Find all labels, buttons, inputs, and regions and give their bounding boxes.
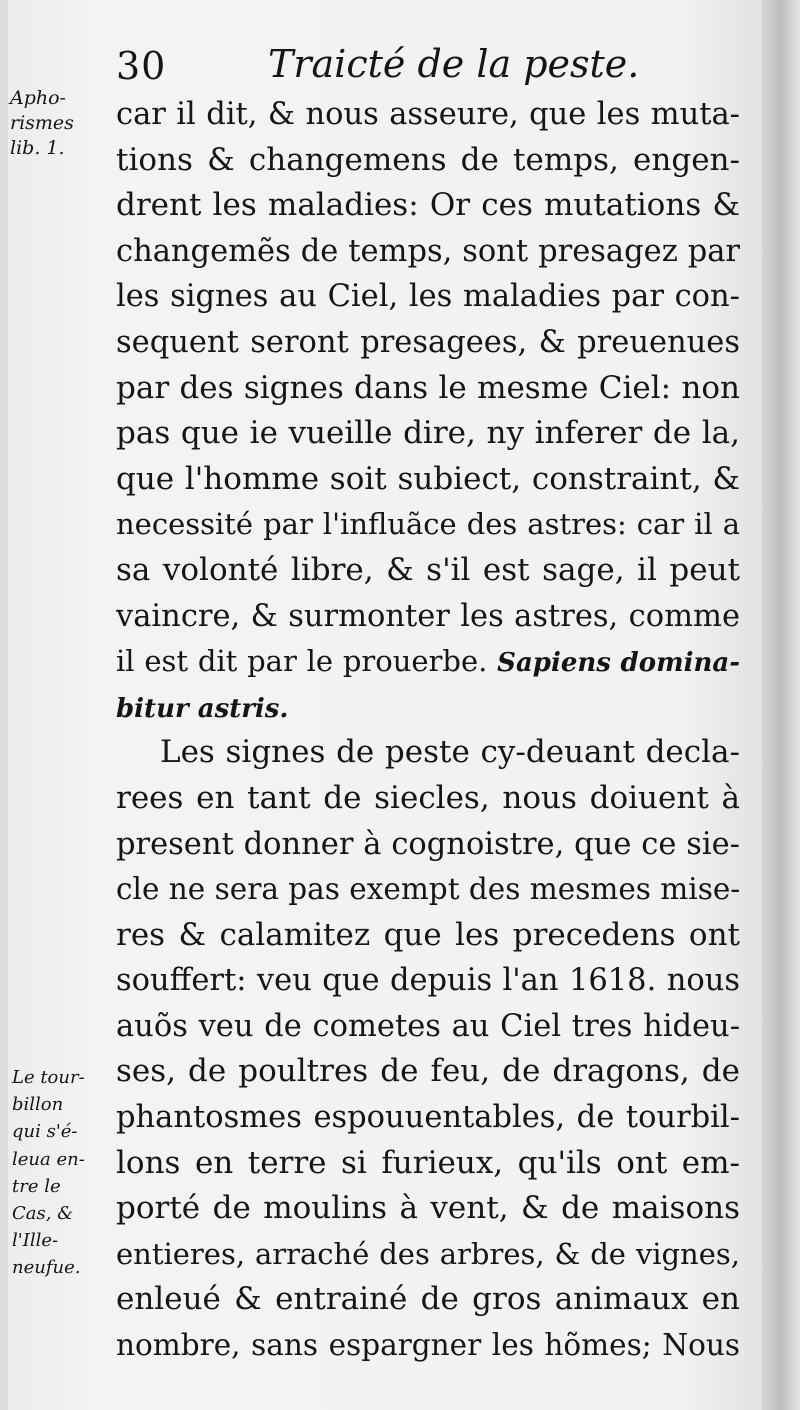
proverb-intro: il est dit par le prouerbe. [116,644,488,679]
margin-note-line: l'Ille- [12,1230,59,1252]
page-number: 30 [116,44,167,88]
margin-note-tourbillon [12,1064,122,1282]
text-line: res & calamitez que les precedens ont [116,916,740,953]
text-line: ses, de poultres de feu, de dragons, de [116,1053,740,1090]
margin-note-line: Le tour- [12,1067,85,1088]
text-line: present donner à cognoistre, que ce sie- [116,826,740,862]
text-line: car il dit, & nous asseure, que les muta- [116,97,740,132]
margin-note-line: billon [12,1094,64,1116]
margin-note-line: Apho- [10,87,66,109]
margin-note-line: Cas, & [12,1203,74,1225]
text-line: entieres, arraché des arbres, & de vignes, [116,1236,740,1271]
margin-note-line: qui s'é- [12,1121,78,1143]
text-line: changemẽs de temps, sont presagez par [116,233,740,269]
text-line: drent les maladies: Or ces mutations & [116,187,740,224]
text-line: phantosmes espouuentables, de tourbil- [116,1100,740,1136]
margin-note-line: tre le [12,1175,61,1197]
running-title: Traicté de la peste. [268,42,640,86]
body-text [116,92,740,1369]
text-line: cle ne sera pas exempt des mesmes mise- [116,872,741,907]
latin-proverb-part-2: bitur astris. [116,693,289,724]
proverb-line-2 [116,685,740,731]
text-line: pas que ie vueille dire, ny inferer de la, [116,415,740,452]
text-line: enleué & entrainé de gros animaux en [116,1281,740,1318]
paragraph-first-line: Les signes de peste cy-deuant decla- [160,734,740,771]
text-line: auõs veu de cometes au Ciel tres hideu- [116,1008,740,1044]
margin-note-aphorismes [10,86,110,161]
text-line: rees en tant de siecles, nous doiuent à [116,779,740,816]
margin-note-line: leua en- [12,1148,85,1170]
page-left-edge [0,0,8,1410]
text-line: porté de moulins à vent, & de maisons [116,1190,740,1227]
proverb-line [116,639,740,685]
margin-note-line: neufue. [12,1257,81,1279]
text-line: necessité par l'influãce des astres: car il a [116,507,740,542]
text-line: nombre, sans espargner les hõmes; Nous [116,1328,740,1363]
page-header [110,38,640,94]
text-line: sequent seront presagees, & preuenues [116,324,740,360]
margin-note-line: lib. 1. [10,137,65,159]
text-line: lons en terre si furieux, qu'ils ont em- [116,1144,740,1181]
text-line: souffert: veu que depuis l'an 1618. nous [116,963,740,999]
latin-proverb-part-1: Sapiens domina- [497,648,741,679]
text-line: par des signes dans le mesme Ciel: non [116,369,740,406]
text-line: que l'homme soit subiect, constraint, & [116,460,740,497]
text-line: tions & changemens de temps, engen- [116,141,740,178]
text-line: vaincre, & surmonter les astres, comme [116,598,740,634]
margin-note-line: rismes [10,112,74,134]
text-line: les signes au Ciel, les maladies par con- [116,279,740,315]
page-binding-shadow [762,0,800,1410]
text-line: sa volonté libre, & s'il est sage, il peut [116,551,740,588]
